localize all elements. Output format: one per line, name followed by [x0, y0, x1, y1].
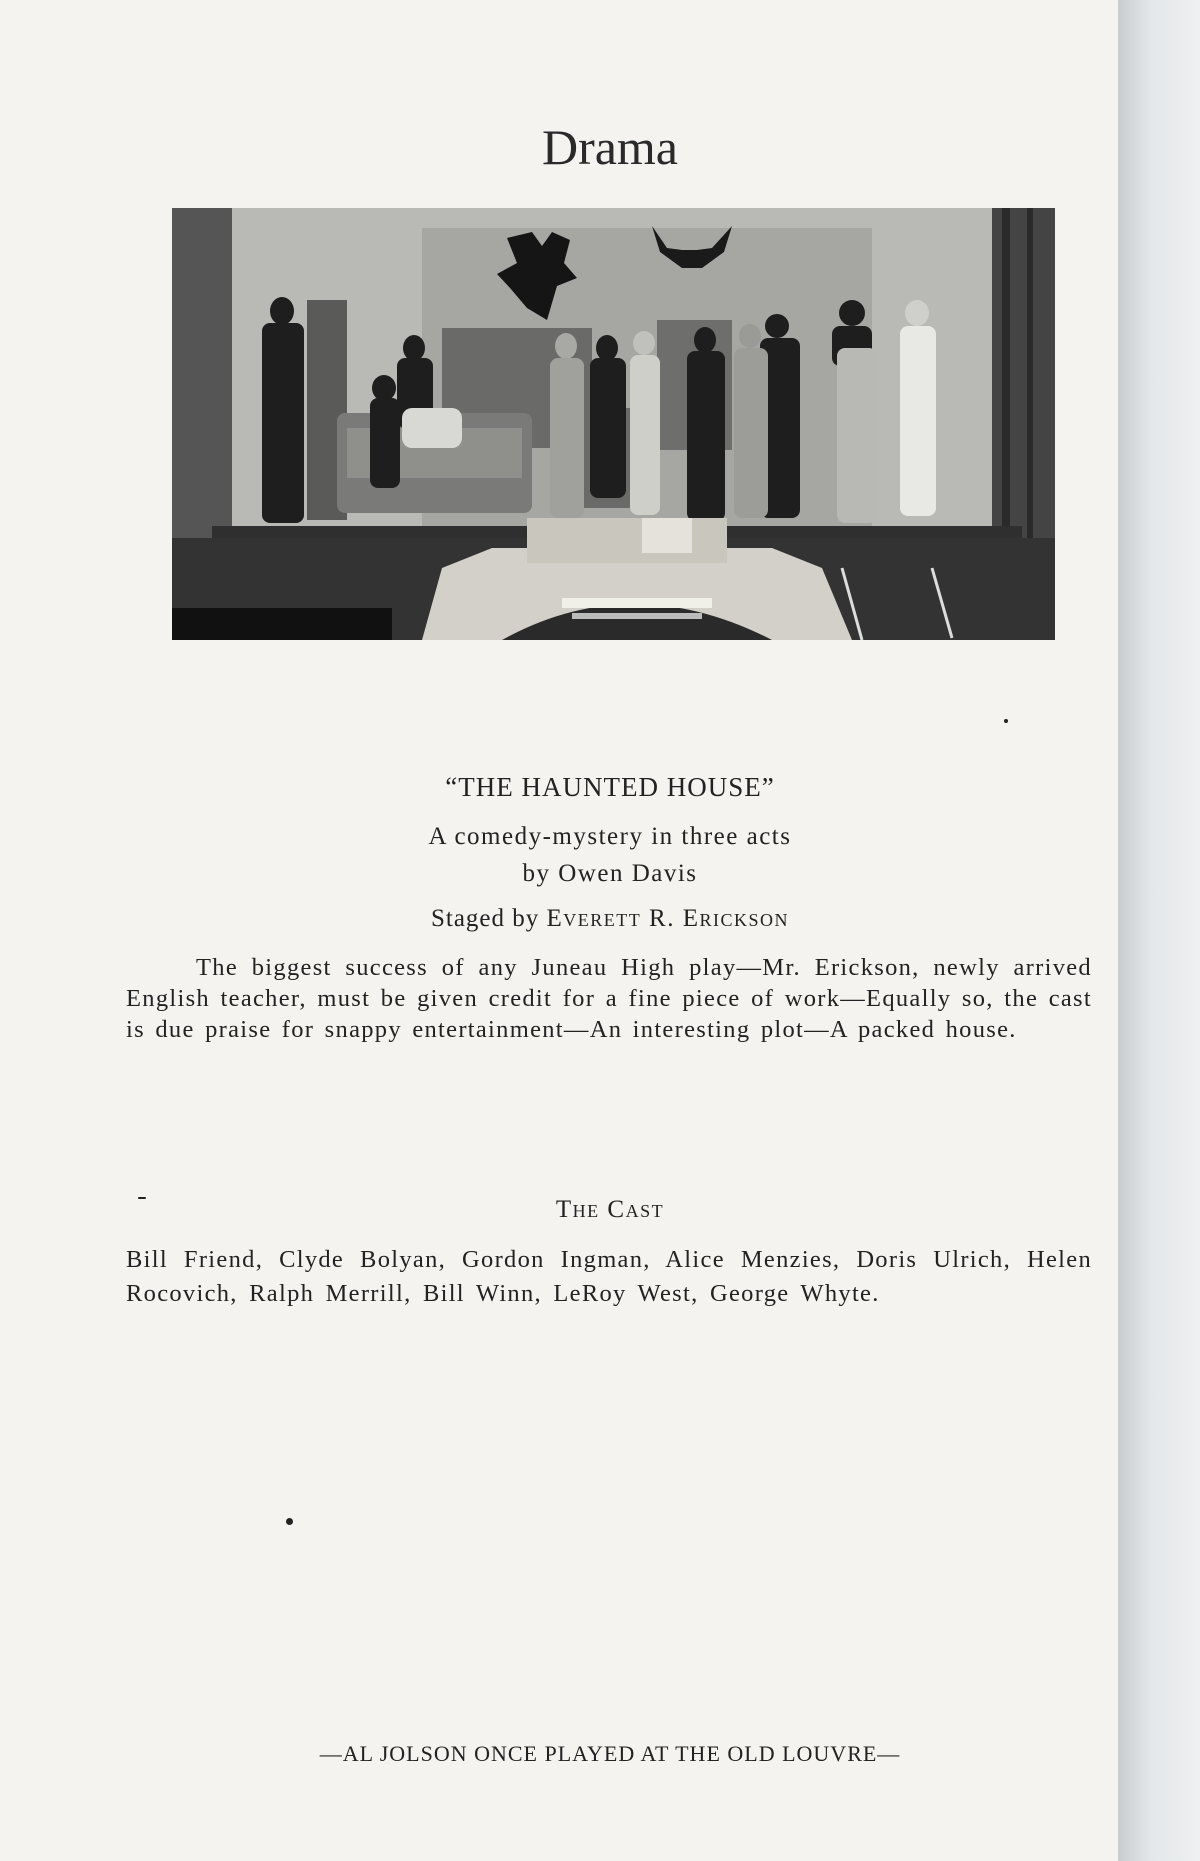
- cast-heading: The Cast: [555, 1196, 665, 1223]
- page-footer: —AL JOLSON ONCE PLAYED AT THE OLD LOUVRE—: [319, 1741, 901, 1766]
- page-gutter: [1118, 0, 1200, 1861]
- staged-by-line: [0, 905, 1200, 933]
- play-title: “THE HAUNTED HOUSE”: [445, 772, 775, 802]
- play-description: The biggest success of any Juneau High play—Mr. Erickson, newly arrived English teacher, must be given credit for a fine piece of work—Equally so, the cast is due praise for snappy entertainment—An interesting plot—A packed house.: [126, 954, 1092, 1043]
- print-speck: [138, 1197, 146, 1199]
- cast-list: Bill Friend, Clyde Bolyan, Gordon Ingman, Alice Menzies, Doris Ulrich, Helen Rocovich, Ralph Merrill, Bill Winn, LeRoy West, George Whyte.: [126, 1246, 1092, 1307]
- staged-prefix: Staged by: [430, 905, 540, 932]
- director-name: Everett R. Erickson: [546, 905, 789, 932]
- play-author: by Owen Davis: [522, 860, 698, 887]
- play-genre: A comedy-mystery in three acts: [428, 823, 792, 850]
- print-speck: [1004, 719, 1008, 723]
- page-title: Drama: [541, 119, 679, 175]
- stage-photo: [172, 208, 1055, 640]
- print-speck: [286, 1518, 293, 1525]
